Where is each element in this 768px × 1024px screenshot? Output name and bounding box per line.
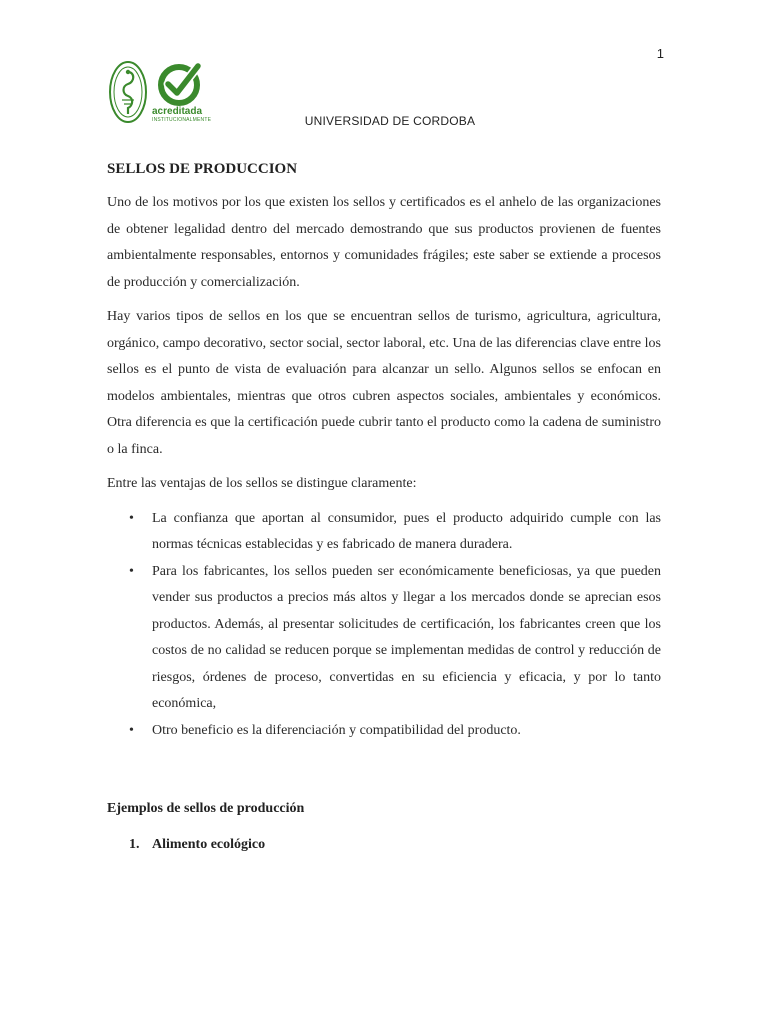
- page-number: 1: [656, 46, 664, 61]
- institution-name: UNIVERSIDAD DE CORDOBA: [304, 114, 476, 128]
- list-item-text: La confianza que aportan al consumidor, pues el producto adquirido cumple con las normas técnicas establecidas y es fabricado de manera duradera.: [152, 510, 661, 552]
- list-item: [107, 506, 661, 559]
- list-item-text: Otro beneficio es la diferenciación y compatibilidad del producto.: [152, 722, 521, 738]
- bullet-icon: •: [129, 510, 134, 526]
- paragraph: Hay varios tipos de sellos en los que se encuentran sellos de turismo, agricultura, agricultura, orgánico, campo decorativo, sector social, sector laboral, etc. Una de las diferencias clave entre los sellos es el punto de vista de evaluación para alcanzar un sello. Algunos sellos se enfocan en modelos ambientales, mientras que otros cubren aspectos sociales, ambientales y económicos. Otra diferencia es que la certificación puede cubrir tanto el producto como la cadena de suministro o la finca.: [107, 309, 661, 457]
- list-item: [107, 559, 661, 718]
- page-title: SELLOS DE PRODUCCION: [107, 161, 298, 177]
- paragraph: Entre las ventajas de los sellos se distingue claramente:: [107, 476, 417, 491]
- numbered-item: [107, 832, 661, 858]
- section-heading: Ejemplos de sellos de producción: [107, 801, 305, 816]
- paragraph: Uno de los motivos por los que existen los sellos y certificados es el anhelo de las organizaciones de obtener legalidad dentro del mercado demostrando que sus productos provienen de fuentes ambientalmente responsables, entornos y comunidades frágiles; este saber se extiende a procesos de producción y comercialización.: [107, 195, 661, 290]
- numbered-item-label: Alimento ecológico: [152, 837, 266, 852]
- checkmark-icon: [152, 60, 214, 106]
- numbered-item-number: 1.: [129, 837, 140, 852]
- accreditation-logo-text: acreditada: [152, 106, 203, 117]
- accreditation-logo-subtext: INSTITUCIONALMENTE: [152, 117, 212, 123]
- list-item-text: Para los fabricantes, los sellos pueden ser económicamente beneficiosas, ya que pueden vender sus productos a precios más altos y llegar a los mercados donde se aprecian esos productos. Además, al presentar solicitudes de certificación, los fabricantes creen que los costos de no calidad se reducen porque se implementan medidas de control y reducción de riesgos, órdenes de proceso, convertidas en su eficiencia y eficacia, y por lo tanto económica,: [152, 563, 661, 711]
- bullet-icon: •: [129, 563, 134, 579]
- document-body: [107, 158, 661, 858]
- benefits-list: [107, 506, 661, 745]
- list-item: [107, 718, 661, 745]
- bullet-icon: •: [129, 722, 134, 738]
